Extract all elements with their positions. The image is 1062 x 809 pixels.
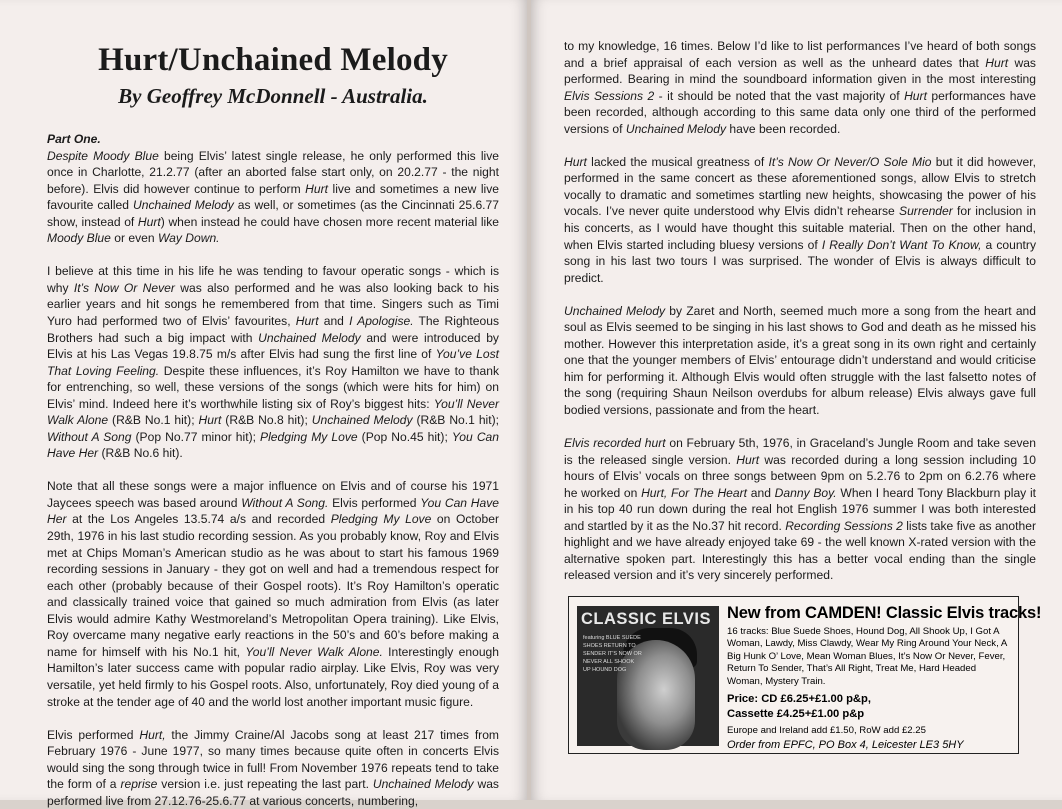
- italic-title-run: Hurt: [564, 154, 587, 169]
- italic-title-run: Unchained Melody: [625, 121, 727, 136]
- text-run: Elvis performed: [328, 495, 421, 510]
- advert-postage: Europe and Ireland add £1.50, RoW add £2.25: [727, 725, 926, 737]
- italic-title-run: reprise: [120, 777, 158, 792]
- text-run: (R&B No.6 hit).: [98, 446, 183, 461]
- italic-title-run: Recording Sessions 2: [785, 518, 903, 533]
- italic-title-run: You’ll Never Walk Alone: [47, 396, 499, 428]
- text-run: Despite these influences, it’s Roy Hamilton we have to thank for entrenching, so well, these versions of the songs (which were hits for him) on Elvis’ mind. Indeed here it’s worthwhile listing six of Roy’s biggest hits:: [47, 363, 499, 411]
- paragraph-5: [564, 38, 1036, 137]
- italic-title-run: Elvis Sessions 2: [564, 88, 655, 103]
- paragraph-8: [564, 435, 1036, 584]
- advert-price-cd: Price: CD £6.25+£1.00 p&p,: [727, 693, 871, 706]
- text-run: (Pop No.77 minor hit);: [131, 429, 261, 444]
- italic-title-run: You’ve Lost That Loving Feeling.: [47, 347, 499, 378]
- cover-track-list: featuring BLUE SUEDE SHOES RETURN TO SENDER IT'S NOW OR NEVER ALL SHOOK UP HOUND DOG: [583, 635, 642, 673]
- left-page: [0, 0, 527, 808]
- italic-title-run: Hurt,: [139, 727, 166, 742]
- text-run: the Jimmy Craine/Al Jacobs song at least 217 times from February 1976 - June 1977, so many times because quite often in concerts Elvis would sing the song through twice in full! From November 1976 repeats tend to take the form of a: [47, 727, 500, 792]
- italic-title-run: Despite Moody Blue: [47, 148, 159, 163]
- italic-title-run: Hurt: [904, 88, 927, 103]
- italic-title-run: Without A Song.: [241, 495, 329, 510]
- text-run: ) when instead he could have chosen more recent material like: [160, 214, 499, 229]
- italic-title-run: You Can Have Her: [47, 495, 500, 527]
- paragraph-6: [564, 154, 1036, 286]
- italic-title-run: Hurt: [985, 55, 1009, 70]
- text-run: and: [318, 313, 350, 328]
- text-run: lacked the musical greatness of: [586, 154, 769, 169]
- italic-title-run: I Apologise.: [349, 313, 414, 328]
- cover-title: CLASSIC ELVIS: [581, 610, 711, 628]
- advert-order-address: Order from EPFC, PO Box 4, Leicester LE3 5HY: [727, 739, 964, 752]
- text-run: being Elvis’ latest single release, he only performed this live once in Charlotte, 21.2.77 (after an aborted false start only, on 20.2.77 - the night before). Elvis did however continue to perform: [47, 148, 499, 196]
- text-run: have been recorded.: [726, 121, 841, 136]
- text-run: on February 5th, 1976, in Graceland’s Jungle Room and take seven is the released single version.: [564, 435, 1036, 467]
- text-run: on October 29th, 1976 in his last studio recording session. As you probably know, Roy and Elvis met at Chips Moman’s American studio as he was about to start his famous 1969 recording sessions in January - they got on well and had a tremendous respect for each other (probably because of their Gospel roots). It’s Roy Hamilton’s operatic and classically trained voice that gained so much admiration from Elvis (as later Elvis would admire Kathy Westmoreland’s Metropolitan Opera training). Like Elvis, Roy overcame many negative early reactions in the 50’s and 60’s before making a name for himself with his No.1 hit,: [47, 512, 499, 659]
- text-run: performances have been recorded, although according to this same data only one third of the performed versions of: [564, 88, 1036, 136]
- text-run: live and sometimes a new live favourite called: [47, 181, 499, 213]
- text-run: was performed live from 27.12.76-25.6.77 at various concerts, numbering,: [47, 777, 499, 808]
- text-run: but it did however, performed in the same concert as these aforementioned songs, allow Elvis to stretch vocally to dramatic and sometimes startling new heights, showcasing the power of his vocals. I’ve never quite understood why Elvis didn’t rehearse: [564, 154, 1037, 219]
- text-run: Interestingly enough Hamilton’s later success came with popular radio airplay. Like Elvis, Roy was very versatile, yet held firmly to his Gospel roots. Also, unfortunately, Roy died young of a stroke at the tender age of 40 and the world lost another important music figure.: [47, 644, 499, 709]
- italic-title-run: Danny Boy.: [774, 485, 837, 500]
- text-run: (R&B No.1 hit);: [108, 413, 199, 428]
- paragraph-4: [47, 727, 499, 809]
- italic-title-run: Unchained Melody: [258, 330, 361, 345]
- italic-title-run: It’s Now Or Never/O Sole Mio: [768, 154, 932, 169]
- text-run: The Righteous Brothers had such a big impact with: [47, 313, 499, 345]
- italic-title-run: Hurt: [736, 452, 760, 467]
- italic-title-run: It’s Now Or Never: [73, 280, 175, 295]
- italic-title-run: I Really Don’t Want To Know,: [821, 237, 982, 252]
- text-run: was recorded during a long session including 10 hours of Elvis’ vocals on three songs between 9pm on 5.2.76 to 2pm on 6.2.76 where he worked on: [564, 452, 1036, 500]
- text-run: version i.e. just repeating the last part.: [157, 777, 373, 792]
- italic-title-run: You Can Have Her: [47, 429, 499, 461]
- advert-text: [727, 603, 1042, 752]
- text-run: and: [747, 485, 775, 500]
- italic-title-run: Way Down.: [157, 231, 220, 246]
- italic-title-run: Hurt: [198, 413, 222, 428]
- text-run: (Pop No.45 hit);: [357, 429, 452, 444]
- italic-title-run: Hurt: [137, 214, 161, 229]
- paragraph-2: [47, 263, 499, 462]
- article-title: Hurt/Unchained Melody: [98, 42, 448, 78]
- text-run: lists take five as another highlight and we have already enjoyed take 69 - the well known X-rated version with the alternative spoken part. Interestingly this has a better vocal ending than the single released version and it’s very sincerely performed.: [564, 518, 1036, 583]
- paragraph-3: [47, 478, 499, 710]
- text-run: and were introduced by Elvis at his Las Vegas 19.8.75 m/s after Elvis had sung the first line of: [47, 330, 499, 362]
- italic-title-run: Unchained Melody: [311, 413, 413, 428]
- advert-headline: New from CAMDEN! Classic Elvis tracks!: [727, 604, 1042, 622]
- italic-title-run: You’ll Never Walk Alone.: [245, 644, 383, 659]
- text-run: When I heard Tony Blackburn play it in his top 40 run down during the real hot English 1976 summer I was both interested and startled by it as the No.37 hit record.: [564, 485, 1036, 533]
- text-run: was also performed and he was also looking back to his earlier years and hit songs he remembered from that time. Singers such as Timi Yuro had performed two of Elvis’ favourites,: [47, 280, 499, 328]
- advert-price-cassette: Cassette £4.25+£1.00 p&p: [727, 708, 865, 721]
- italic-title-run: Pledging My Love: [260, 429, 358, 444]
- text-run: Note that all these songs were a major influence on Elvis and of course his 1971 Jaycees speech was based around: [47, 479, 499, 510]
- text-run: a country song in his last two tours I was surprised. The wonder of Elvis is always difficult to predict.: [564, 237, 1036, 285]
- italic-title-run: Unchained Melody: [564, 303, 666, 318]
- italic-title-run: Moody Blue: [47, 231, 111, 246]
- classic-elvis-advert: [568, 596, 1042, 754]
- paragraph-7: [564, 303, 1036, 419]
- paragraph-1: [47, 131, 499, 247]
- text-run: at the Los Angeles 13.5.74 a/s and recorded: [66, 512, 331, 527]
- italic-title-run: Unchained Melody: [132, 198, 234, 213]
- article-byline: By Geoffrey McDonnell - Australia.: [118, 84, 428, 108]
- italic-title-run: Surrender: [899, 204, 953, 219]
- text-run: Elvis performed: [47, 727, 140, 742]
- text-run: (R&B No.8 hit);: [221, 413, 312, 428]
- album-cover-image: [577, 606, 719, 746]
- italic-title-run: Hurt, For The Heart: [641, 485, 748, 500]
- text-run: as well, or sometimes (as the Cincinnati 25.6.77 show, instead of: [47, 198, 499, 229]
- text-run: or even: [110, 231, 158, 246]
- italic-title-run: Hurt: [295, 313, 319, 328]
- text-run: I believe at this time in his life he was tending to favour operatic songs - which is why: [47, 264, 499, 295]
- italic-title-run: Hurt: [305, 181, 329, 196]
- part-label: Part One.: [47, 132, 101, 146]
- advert-tracks: 16 tracks: Blue Suede Shoes, Hound Dog, All Shook Up, I Got A Woman, Lawdy, Miss Clawdy, Wear My Ring Around Your Neck, A Big Hunk O’ Love, Mean Woman Blues, It’s Now Or Never, Fever, Return To Sender, That’s All Right, Treat Me, Hard Headed Woman, Mystery Train.: [727, 626, 1007, 687]
- text-run: for inclusion in his concerts, as I would have thought this suitable material. Then on the other hand, when Elvis started including bluesy versions of: [564, 204, 1036, 252]
- text-run: to my knowledge, 16 times. Below I’d like to list performances I’ve heard of both songs and a brief appraisal of each version as well as the unheard dates that: [564, 39, 1036, 70]
- italic-title-run: Unchained Melody: [372, 777, 474, 792]
- italic-title-run: Without A Song: [47, 429, 132, 444]
- italic-title-run: Elvis recorded hurt: [564, 435, 666, 450]
- italic-title-run: Pledging My Love: [330, 512, 432, 527]
- text-run: - it should be noted that the vast majority of: [654, 88, 905, 103]
- text-run: was performed. Bearing in mind the soundboard information given in the most interesting: [564, 55, 1036, 87]
- text-run: (R&B No.1 hit);: [412, 413, 499, 428]
- text-run: by Zaret and North, seemed much more a song from the heart and soul as Elvis seemed to be singing in his last shows to God and death as he missed his mother. However this interpretation aside, it’s a great song in its own right and certainly one that the younger members of Elvis’ entourage didn’t understand and would criticise him for performing it. Although Elvis would often struggle with the last falsetto notes of the song (requiring Shaun Neilson overdubs for album release) Elvis always gave full bodied versions, passionate and from the heart.: [564, 303, 1036, 417]
